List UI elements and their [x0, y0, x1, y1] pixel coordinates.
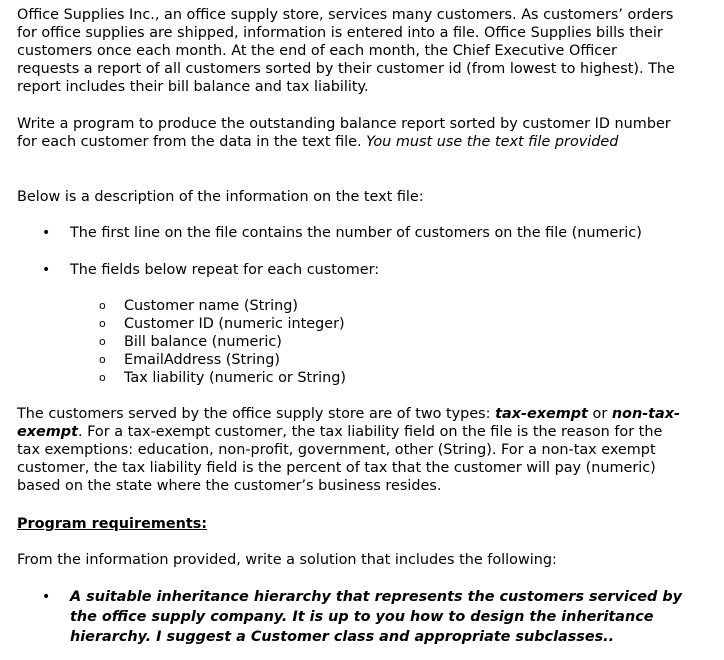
task-line-2-text: for each customer from the data in the text file. — [17, 134, 367, 150]
requirements-intro: From the information provided, write a solution that includes the following: — [17, 552, 557, 568]
sub-bullet-glyph: o — [99, 299, 106, 312]
sub-bullet-glyph: o — [99, 335, 106, 348]
field-item: Customer ID (numeric integer) — [124, 316, 345, 332]
tax-exempt-term: tax-exempt — [495, 406, 588, 422]
types-text: The customers served by the office supply store are of two types: — [17, 406, 496, 422]
types-line-1 — [17, 405, 680, 423]
field-item: Bill balance (numeric) — [124, 334, 282, 350]
types-line-2 — [17, 423, 662, 441]
field-item: Customer name (String) — [124, 298, 299, 314]
sub-bullet-glyph: o — [99, 317, 106, 330]
file-desc-bullet-2: The fields below repeat for each customer: — [70, 262, 380, 278]
types-line-5: based on the state where the customer’s business resides. — [17, 478, 442, 494]
non-tax-exempt-term-cont: exempt — [17, 424, 78, 440]
bullet-glyph: • — [42, 589, 51, 605]
requirement-line-1: A suitable inheritance hierarchy that represents the customers serviced by — [70, 589, 683, 605]
task-line-1: Write a program to produce the outstanding balance report sorted by customer ID number — [17, 116, 671, 132]
bullet-glyph: • — [42, 225, 51, 241]
types-line-4: customer, the tax liability field is the percent of tax that the customer will pay (numeric) — [17, 460, 656, 476]
intro-line-3: customers once each month. At the end of each month, the Chief Executive Officer — [17, 43, 617, 59]
types-text: . For a tax-exempt customer, the tax liability field on the file is the reason for the — [77, 424, 663, 440]
task-line-2 — [17, 133, 618, 151]
file-desc-bullet-1: The first line on the file contains the number of customers on the file (numeric) — [70, 225, 642, 241]
sub-bullet-glyph: o — [99, 371, 106, 384]
types-line-3: tax exemptions: education, non-profit, government, other (String). For a non-tax exempt — [17, 442, 656, 458]
types-text: or — [587, 406, 612, 422]
intro-line-1: Office Supplies Inc., an office supply store, services many customers. As customers’ orders — [17, 7, 674, 23]
task-line-2-emphasis: You must use the text file provided — [366, 134, 619, 150]
intro-line-5: report includes their bill balance and tax liability. — [17, 79, 369, 95]
requirements-heading: Program requirements: — [17, 516, 208, 532]
field-item: Tax liability (numeric or String) — [124, 370, 346, 386]
non-tax-exempt-term: non-tax- — [611, 406, 681, 422]
intro-line-2: for office supplies are shipped, information is entered into a file. Office Supplies bills their — [17, 25, 663, 41]
field-item: EmailAddress (String) — [124, 352, 280, 368]
intro-line-4: requests a report of all customers sorted by their customer id (from lowest to highest). The — [17, 61, 675, 77]
requirement-line-2: the office supply company. It is up to you how to design the inheritance — [70, 609, 654, 625]
file-desc-heading: Below is a description of the information on the text file: — [17, 189, 424, 205]
bullet-glyph: • — [42, 262, 51, 278]
sub-bullet-glyph: o — [99, 353, 106, 366]
requirement-line-3: hierarchy. I suggest a Customer class and appropriate subclasses.. — [70, 629, 615, 645]
